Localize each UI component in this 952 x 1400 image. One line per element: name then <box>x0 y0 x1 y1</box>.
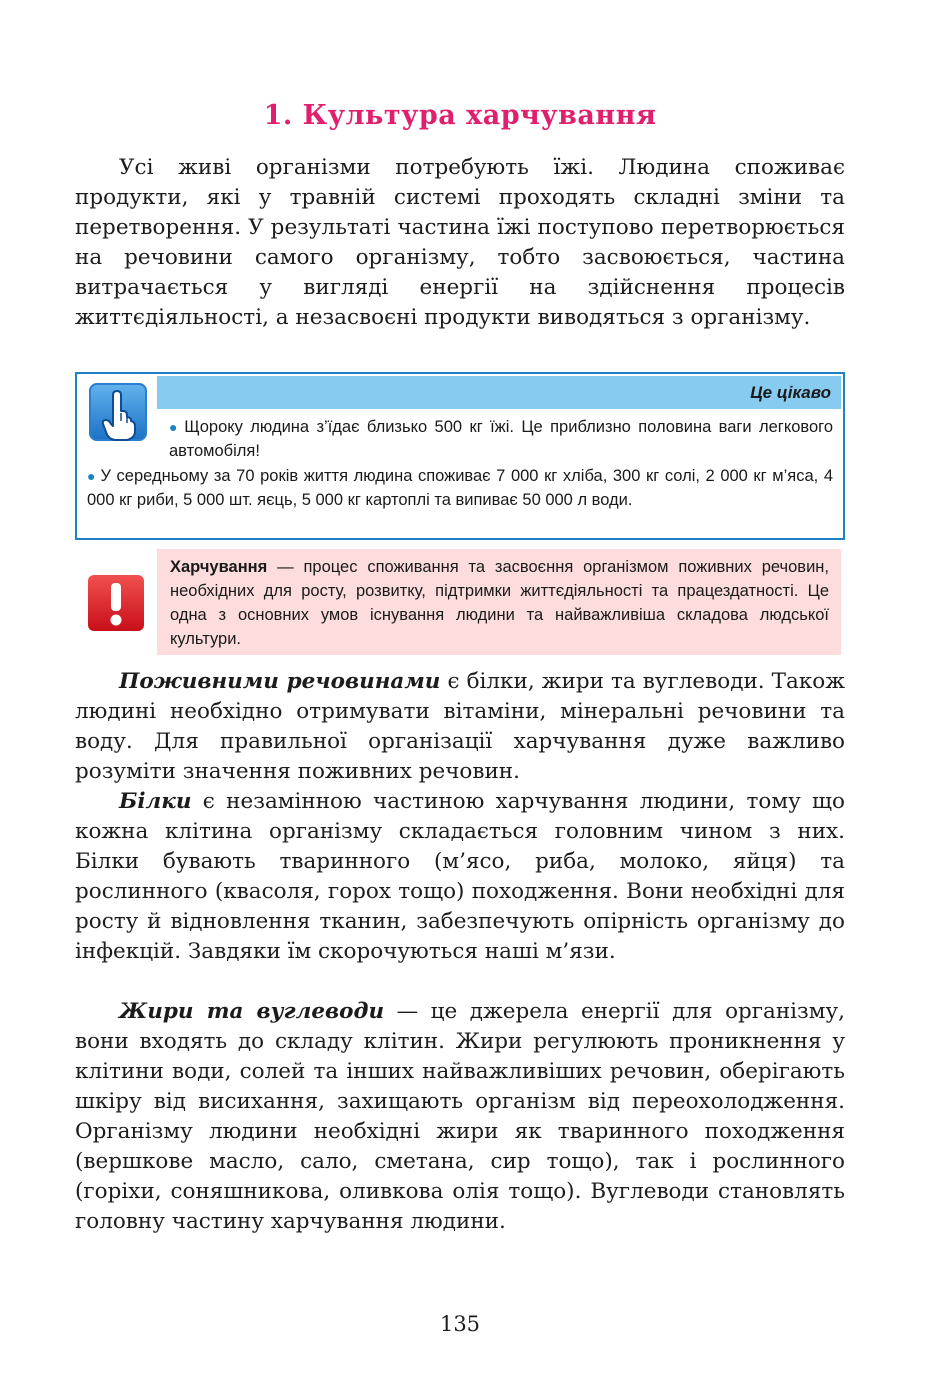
fact-item: ● У середньому за 70 років життя людина споживає 7 000 кг хліба, 300 кг солі, 2 000 кг м’яса, 4 000 кг риби, 5 000 шт. яєць, 5 000 кг картоплі та випиває 50 000 л води. <box>87 467 833 509</box>
bullet-icon: ● <box>169 419 181 435</box>
nutrients-paragraph: Поживними речовинами є білки, жири та вуглеводи. Також людині необхідно отримувати вітаміни, мінеральні речовини та воду. Для правильної організації харчування дуже важливо розуміти значення поживних речовин. <box>75 669 845 784</box>
fact-title: Це цікаво <box>750 383 831 402</box>
fact-box <box>75 372 845 540</box>
definition-text: Харчування — процес споживання та засвоєння організмом поживних речовин, необхідних для росту, розвитку, підтримки життєдіяльності та працездатності. Це одна з основних умов існування людини та найважливіша складова людської культури. <box>170 558 829 648</box>
term-nutrients: Поживними речовинами <box>119 669 441 694</box>
definition-box <box>157 549 841 655</box>
page-title: 1. Культура харчування <box>263 100 657 131</box>
fact-header <box>157 376 841 409</box>
term-proteins: Білки <box>119 789 192 814</box>
intro-paragraph: Усі живі організми потребують їжі. Людина споживає продукти, які у травній системі проходять складні зміни та перетворення. У результаті частина їжі поступово перетворюється на речовини самого організму, тобто засвоюється, частина витрачається у вигляді енергії на здійснення процесів життєдіяльності, а незасвоєні продукти виводяться з організму. <box>75 155 845 330</box>
term-fats: Жири та вуглеводи <box>119 999 385 1024</box>
fact-item: ● Щороку людина з’їдає близько 500 кг їжі. Це приблизно половина ваги легкового автомобіля! <box>169 418 833 460</box>
definition-term: Харчування <box>170 558 268 576</box>
exclamation-icon <box>88 575 144 631</box>
proteins-paragraph: Білки є незамінною частиною харчування людини, тому що кожна клітина організму складається головним чином з них. Білки бувають тваринного (м’ясо, риба, молоко, яйця) та рослинного (квасоля, горох тощо) походження. Вони необхідні для росту й відновлення тканин, забезпечують опірність організму до інфекцій. Завдяки їм скорочуються наші м’язи. <box>75 789 845 964</box>
bullet-icon: ● <box>87 468 97 484</box>
pointing-hand-icon <box>89 383 147 441</box>
page-number: 135 <box>439 1312 481 1336</box>
fats-paragraph: Жири та вуглеводи — це джерела енергії для організму, вони входять до складу клітин. Жири регулюють проникнення у клітини води, солей та інших найважливіших речовин, оберігають шкіру від висихання, захищають організм від переохолодження. Організму людини необхідні жири як тваринного походження (вершкове масло, сало, сметана, сир тощо), так і рослинного (горіхи, соняшникова, оливкова олія тощо). Вуглеводи становлять головну частину харчування людини. <box>75 999 845 1234</box>
